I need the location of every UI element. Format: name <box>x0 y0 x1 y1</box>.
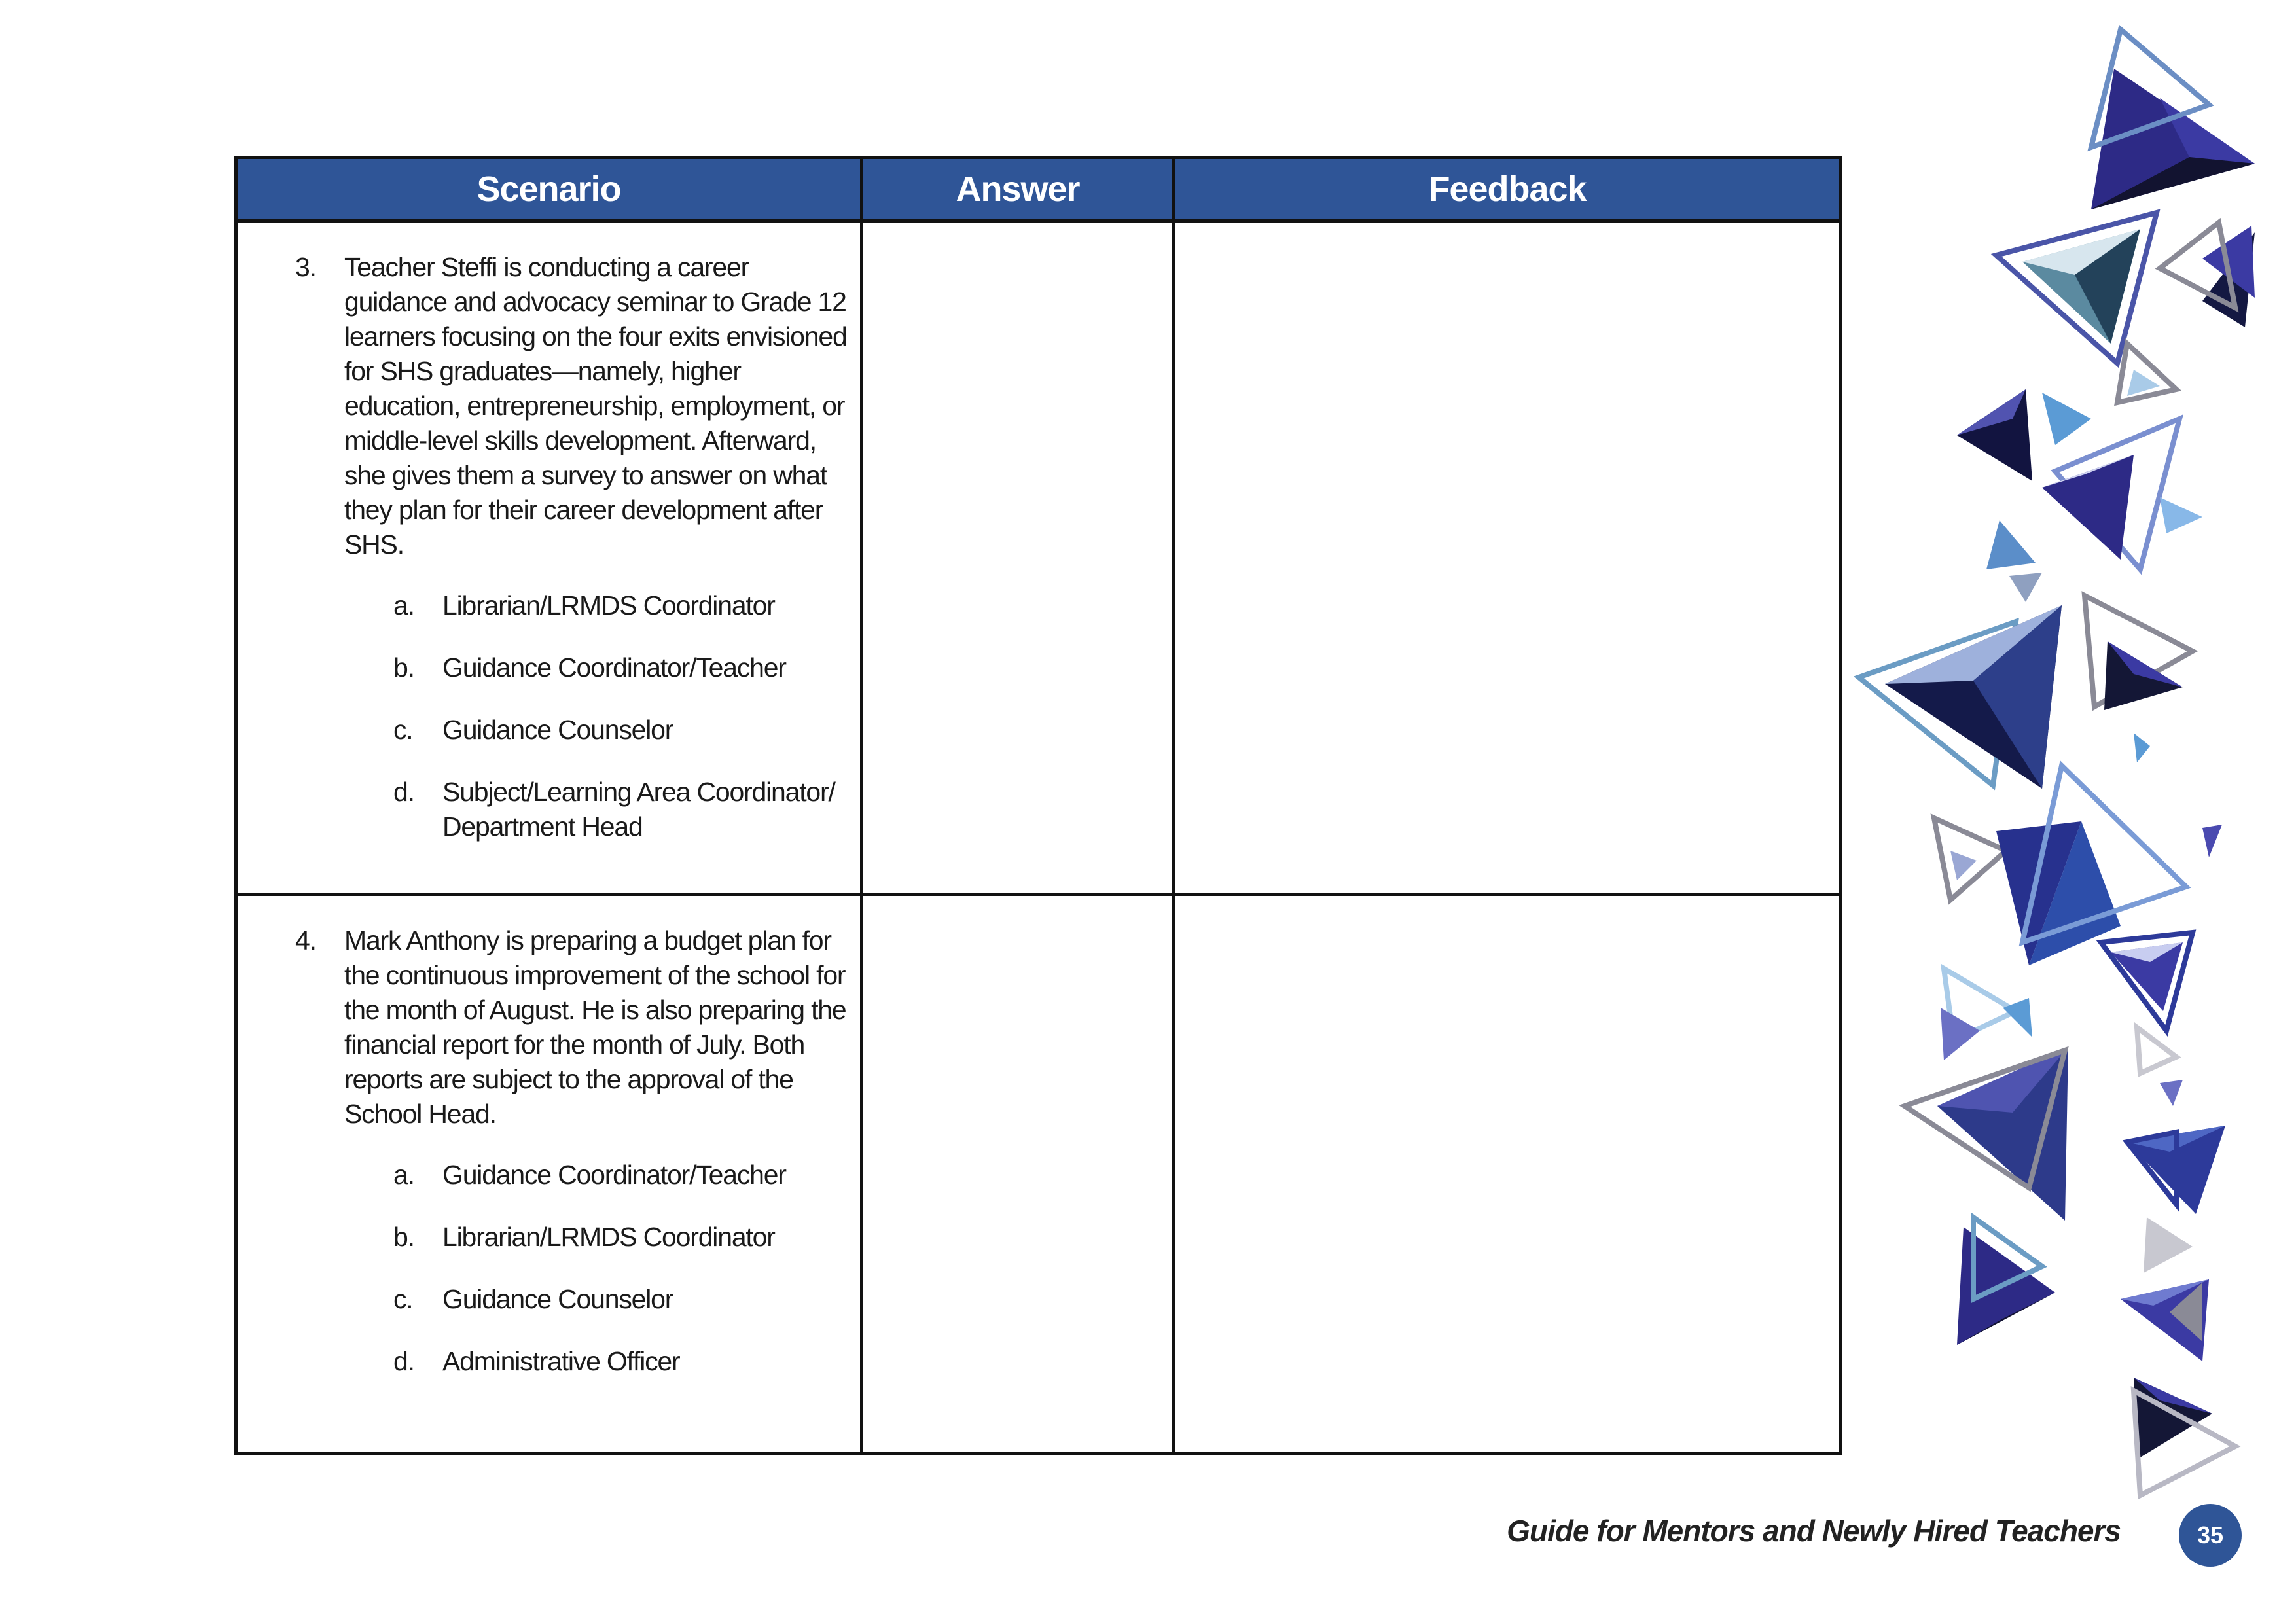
options-list <box>295 588 850 844</box>
table-row <box>236 895 1841 1454</box>
feedback-cell[interactable] <box>1174 895 1841 1454</box>
option-letter: c. <box>393 1284 413 1314</box>
list-item <box>393 775 850 844</box>
option-letter: d. <box>393 777 414 807</box>
header-answer: Answer <box>862 158 1174 221</box>
option-text: Guidance Counselor <box>442 715 673 745</box>
option-letter: b. <box>393 652 414 683</box>
option-letter: b. <box>393 1222 414 1252</box>
option-letter: c. <box>393 715 413 745</box>
option-text: Guidance Counselor <box>442 1284 673 1314</box>
feedback-cell[interactable] <box>1174 221 1841 895</box>
option-text: Subject/Learning Area Coordinator/ Department Head <box>442 777 835 842</box>
question-text: Mark Anthony is preparing a budget plan for the continuous improvement of the school for the month of August. He is also preparing the financial report for the month of July. Both reports are subject to the approval of the School Head. <box>344 925 846 1129</box>
option-letter: a. <box>393 1160 414 1190</box>
option-letter: a. <box>393 590 414 620</box>
list-item <box>393 1220 850 1255</box>
option-text: Guidance Coordinator/Teacher <box>442 652 786 683</box>
page-number-badge: 35 <box>2179 1504 2242 1567</box>
list-item <box>393 1344 850 1379</box>
list-item <box>393 713 850 747</box>
list-item <box>393 651 850 685</box>
geometric-triangles-decoration-icon <box>1846 0 2296 1571</box>
options-list <box>295 1158 850 1379</box>
question-number: 3. <box>295 252 316 282</box>
table-header-row <box>236 158 1841 221</box>
option-letter: d. <box>393 1346 414 1376</box>
header-feedback: Feedback <box>1174 158 1841 221</box>
scenario-question <box>295 923 850 1132</box>
list-item <box>393 1158 850 1192</box>
answer-cell[interactable] <box>862 221 1174 895</box>
answer-cell[interactable] <box>862 895 1174 1454</box>
scenario-table <box>234 156 1842 1455</box>
scenario-question <box>295 250 850 562</box>
question-text: Teacher Steffi is conducting a career guidance and advocacy seminar to Grade 12 learners focusing on the four exits envisioned for SHS graduates—namely, higher education, entrepreneurship, employment, or middle-level skills development. Afterward, she gives them a survey to answer on what they plan for their career development after SHS. <box>344 252 847 560</box>
footer-title: Guide for Mentors and Newly Hired Teachers <box>1507 1514 2121 1548</box>
list-item <box>393 1282 850 1317</box>
option-text: Guidance Coordinator/Teacher <box>442 1160 786 1190</box>
scenario-cell <box>236 221 862 895</box>
table-row <box>236 221 1841 895</box>
question-number: 4. <box>295 925 316 955</box>
option-text: Librarian/LRMDS Coordinator <box>442 1222 775 1252</box>
header-scenario: Scenario <box>236 158 862 221</box>
option-text: Librarian/LRMDS Coordinator <box>442 590 775 620</box>
option-text: Administrative Officer <box>442 1346 680 1376</box>
scenario-cell <box>236 895 862 1454</box>
list-item <box>393 588 850 623</box>
